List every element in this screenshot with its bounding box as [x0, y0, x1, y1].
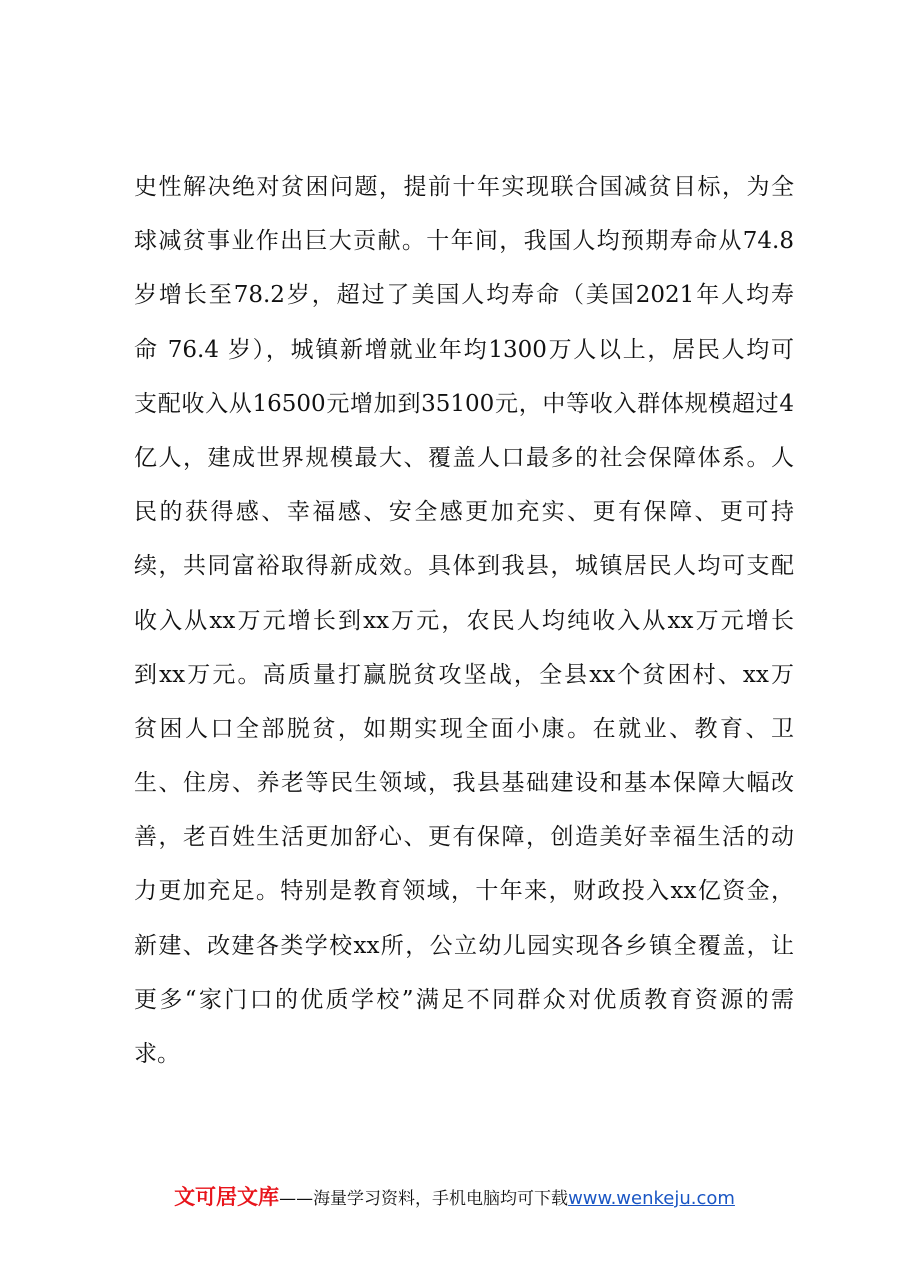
text-line: 岁增长至78.2岁，超过了美国人均寿命（美国2021年人均寿	[134, 282, 794, 309]
footer-banner	[0, 1181, 909, 1211]
text-line: 收入从xx万元增长到xx万元，农民人均纯收入从xx万元增长	[134, 607, 794, 634]
text-line: 亿人，建成世界规模最大、覆盖人口最多的社会保障体系。人	[134, 444, 794, 471]
text-line: 求。	[134, 1041, 180, 1067]
text-line: 生、住房、养老等民生领域，我县基础建设和基本保障大幅改	[134, 770, 794, 797]
text-line: 民的获得感、幸福感、安全感更加充实、更有保障、更可持	[134, 499, 794, 526]
text-line: 贫困人口全部脱贫，如期实现全面小康。在就业、教育、卫	[134, 715, 794, 742]
text-line: 善，老百姓生活更加舒心、更有保障，创造美好幸福生活的动	[134, 824, 794, 851]
text-line: 更多“家门口的优质学校”满足不同群众对优质教育资源的需	[134, 986, 794, 1013]
text-line: 史性解决绝对贫困问题，提前十年实现联合国减贫目标，为全	[134, 174, 794, 200]
text-line: 续，共同富裕取得新成效。具体到我县，城镇居民人均可支配	[134, 553, 794, 580]
text-line: 到xx万元。高质量打赢脱贫攻坚战，全县xx个贫困村、xx万	[134, 661, 794, 688]
text-line: 球减贫事业作出巨大贡献。十年间，我国人均预期寿命从74.8	[134, 228, 794, 255]
text-line: 新建、改建各类学校xx所，公立幼儿园实现各乡镇全覆盖，让	[134, 932, 794, 959]
text-line: 命 76.4 岁），城镇新增就业年均1300万人以上，居民人均可	[134, 336, 794, 363]
text-line: 支配收入从16500元增加到35100元，中等收入群体规模超过4	[134, 390, 794, 417]
text-line: 力更加充足。特别是教育领域，十年来，财政投入xx亿资金，	[134, 878, 794, 905]
brand-name: 文可居文库	[174, 1185, 280, 1209]
website-link[interactable]: www.wenkeju.com	[568, 1188, 735, 1209]
footer-tagline: ——海量学习资料，手机电脑均可下载	[279, 1189, 569, 1209]
body-paragraph	[134, 160, 794, 1081]
